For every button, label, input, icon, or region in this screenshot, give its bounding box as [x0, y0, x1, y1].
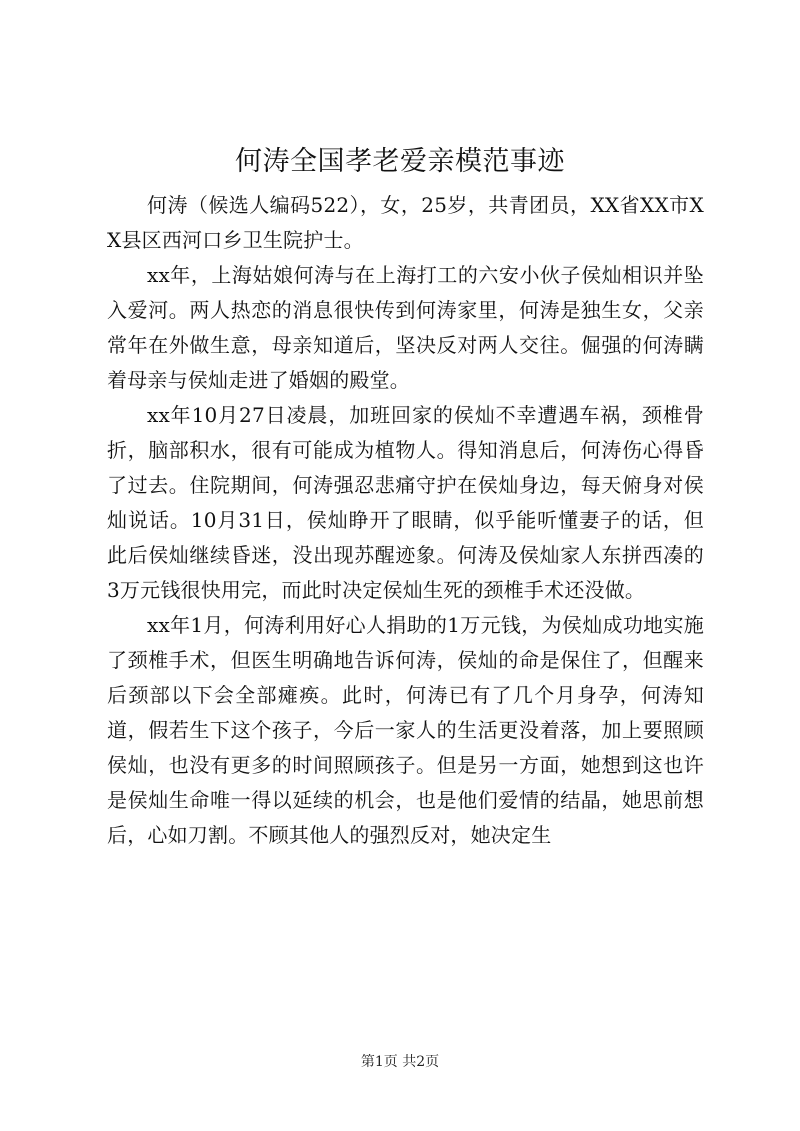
document-title: 何涛全国孝老爱亲模范事迹 — [235, 146, 565, 177]
paragraph-surgery: xx年1月，何涛利用好心人捐助的1万元钱，为侯灿成功地实施了颈椎手术，但医生明确地告诉何涛，侯灿的命是保住了，但醒来后颈部以下会全部瘫痪。此时，何涛已有了几个月身孕，何涛知道，假若生下这个孩子，今后一家人的生活更没着落，加上要照顾侯灿，也没有更多的时间照顾孩子。但是另一方面，她想到这也许是侯灿生命唯一得以延续的机会，也是他们爱情的结晶，她思前想后，心如刀割。不顾其他人的强烈反对，她决定生 — [107, 613, 704, 847]
paragraph-accident: xx年10月27日凌晨，加班回家的侯灿不幸遭遇车祸，颈椎骨折，脑部积水，很有可能成为植物人。得知消息后，何涛伤心得昏了过去。住院期间，何涛强忍悲痛守护在侯灿身边，每天俯身对侯灿说话。10月31日，侯灿睁开了眼睛，似乎能听懂妻子的话，但此后侯灿继续昏迷，没出现苏醒迹象。何涛及侯灿家人东拼西凑的3万元钱很快用完，而此时决定侯灿生死的颈椎手术还没做。 — [107, 403, 704, 602]
document-body — [107, 188, 704, 853]
page-footer: 第1页 共2页 — [360, 1054, 440, 1070]
paragraph-romance: xx年，上海姑娘何涛与在上海打工的六安小伙子侯灿相识并坠入爱河。两人热恋的消息很快传到何涛家里，何涛是独生女，父亲常年在外做生意，母亲知道后，坚决反对两人交往。倔强的何涛瞒着母亲与侯灿走进了婚姻的殿堂。 — [107, 263, 704, 392]
paragraph-intro: 何涛（候选人编码522），女，25岁，共青团员，XX省XX市XX县区西河口乡卫生院护士。 — [107, 193, 704, 252]
